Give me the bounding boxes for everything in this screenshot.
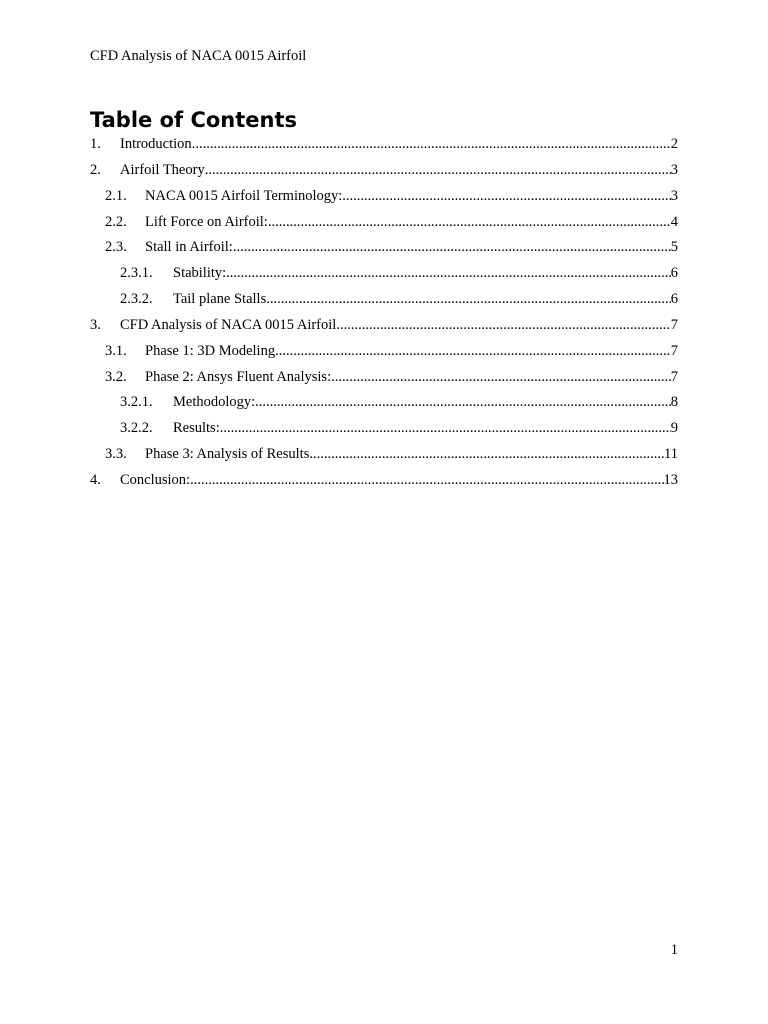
toc-entry-airfoil-theory[interactable] [90, 158, 678, 184]
toc-entry-page: 7 [670, 316, 678, 333]
toc-entry-number: 1. [90, 136, 101, 152]
toc-entry-title: CFD Analysis of NACA 0015 Airfoil [120, 316, 337, 333]
toc-dot-leader [233, 235, 671, 261]
toc-entry-number: 3. [90, 316, 101, 333]
toc-entry-conclusion[interactable] [90, 468, 678, 494]
toc-dot-leader [268, 210, 671, 236]
toc-entry-title: Phase 2: Ansys Fluent Analysis: [145, 368, 332, 385]
toc-entry-page: 3 [670, 161, 678, 178]
toc-entry-title: Phase 1: 3D Modeling [145, 342, 276, 359]
toc-entry-page: 6 [670, 291, 678, 308]
toc-entry-page: 6 [670, 265, 678, 282]
toc-entry-number: 2.2. [105, 213, 127, 230]
toc-entry-page: 2 [670, 136, 678, 152]
toc-entry-number: 3.2. [105, 368, 127, 385]
toc-entry-number: 4. [90, 471, 101, 488]
toc-dot-leader [342, 184, 670, 210]
toc-entry-title: NACA 0015 Airfoil Terminology: [145, 187, 343, 204]
toc-entry-title: Introduction [120, 136, 192, 152]
toc-entry-introduction[interactable] [90, 132, 678, 158]
toc-entry-title: Tail plane Stalls [173, 291, 267, 308]
toc-entry-number: 2. [90, 161, 101, 178]
toc-entry-page: 3 [670, 187, 678, 204]
toc-entry-title: Lift Force on Airfoil: [145, 213, 268, 230]
toc-entry-title: Methodology: [173, 394, 256, 411]
toc-dot-leader [309, 442, 664, 468]
toc-dot-leader [192, 132, 671, 158]
toc-entry-phase-1[interactable] [90, 339, 678, 365]
toc-entry-title: Conclusion: [120, 471, 191, 488]
toc-entry-number: 3.3. [105, 446, 127, 463]
toc-heading: Table of Contents [90, 108, 298, 132]
running-header: CFD Analysis of NACA 0015 Airfoil [90, 48, 307, 64]
toc-entry-title: Stability: [173, 265, 227, 282]
page-number: 1 [670, 942, 678, 958]
toc-entry-stall[interactable] [90, 235, 678, 261]
toc-entry-naca-terminology[interactable] [90, 184, 678, 210]
toc-entry-tail-plane-stalls[interactable] [90, 287, 678, 313]
toc-entry-title: Phase 3: Analysis of Results [145, 446, 310, 463]
toc-dot-leader [226, 261, 671, 287]
toc-entry-lift-force[interactable] [90, 210, 678, 236]
toc-dot-leader [331, 365, 671, 391]
toc-dot-leader [275, 339, 671, 365]
toc-dot-leader [220, 416, 671, 442]
toc-entry-page: 4 [670, 213, 678, 230]
toc-entry-phase-2[interactable] [90, 365, 678, 391]
toc-entry-methodology[interactable] [90, 390, 678, 416]
toc-dot-leader [205, 158, 671, 184]
toc-entry-page: 7 [670, 342, 678, 359]
toc-dot-leader [255, 390, 671, 416]
toc-entry-number: 3.2.2. [120, 420, 153, 437]
toc-entry-number: 2.3.1. [120, 265, 153, 282]
toc-dot-leader [336, 313, 670, 339]
toc-entry-number: 2.3.2. [120, 291, 153, 308]
toc-entry-number: 2.3. [105, 239, 127, 256]
toc-entry-stability[interactable] [90, 261, 678, 287]
toc-entry-results[interactable] [90, 416, 678, 442]
toc-entry-page: 8 [670, 394, 678, 411]
toc-dot-leader [190, 468, 663, 494]
toc-entry-title: Stall in Airfoil: [145, 239, 233, 256]
toc-entry-title: Airfoil Theory [120, 161, 205, 178]
toc-entry-phase-3[interactable] [90, 442, 678, 468]
toc-entry-title: Results: [173, 420, 220, 437]
toc-dot-leader [266, 287, 671, 313]
toc-entry-page: 9 [670, 420, 678, 437]
toc-entry-number: 3.1. [105, 342, 127, 359]
toc-entry-cfd-analysis[interactable] [90, 313, 678, 339]
toc-entry-number: 2.1. [105, 187, 127, 204]
table-of-contents [90, 132, 678, 494]
toc-entry-page: 5 [670, 239, 678, 256]
toc-entry-page: 7 [670, 368, 678, 385]
toc-entry-number: 3.2.1. [120, 394, 153, 411]
toc-entry-page: 13 [663, 471, 678, 488]
toc-entry-page: 11 [664, 446, 678, 463]
